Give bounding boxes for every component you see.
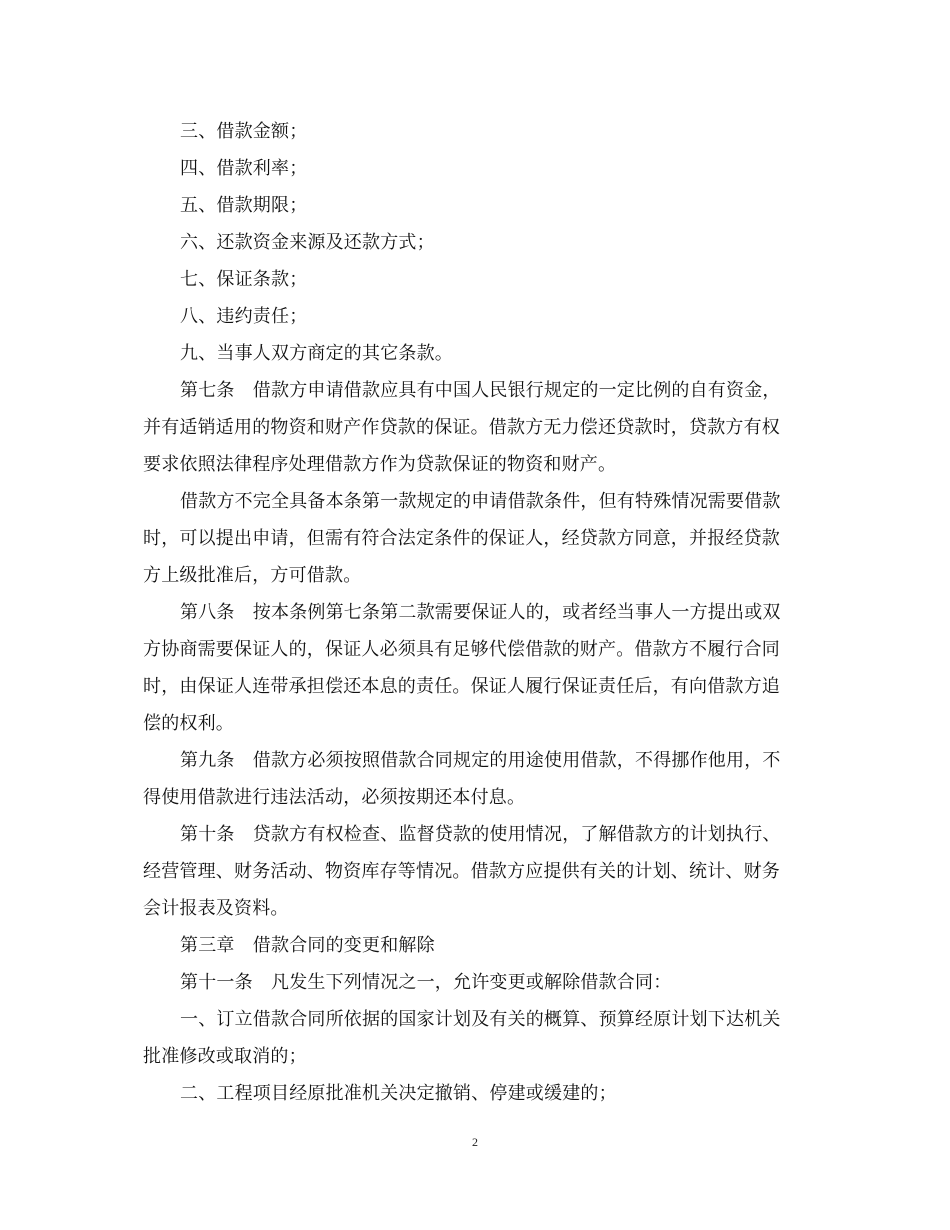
text-line: 偿的权利。	[143, 713, 234, 734]
text-line: 时，由保证人连带承担偿还本息的责任。保证人履行保证责任后，有向借款方追	[143, 676, 780, 697]
text-line: 七、保证条款；	[180, 269, 308, 290]
text-line: 会计报表及资料。	[143, 898, 289, 919]
text-line: 第七条 借款方申请借款应具有中国人民银行规定的一定比例的自有资金，	[180, 380, 781, 401]
text-line: 三、借款金额；	[180, 121, 308, 142]
text-line: 第三章 借款合同的变更和解除	[180, 935, 435, 956]
text-line: 第十条 贷款方有权检查、监督贷款的使用情况，了解借款方的计划执行、	[180, 824, 781, 845]
text-line: 第八条 按本条例第七条第二款需要保证人的，或者经当事人一方提出或双	[180, 602, 781, 623]
text-line: 方协商需要保证人的，保证人必须具有足够代偿借款的财产。借款方不履行合同	[143, 639, 780, 660]
text-line: 借款方不完全具备本条第一款规定的申请借款条件，但有特殊情况需要借款	[180, 491, 781, 512]
text-line: 得使用借款进行违法活动，必须按期还本付息。	[143, 787, 526, 808]
text-line: 第十一条 凡发生下列情况之一，允许变更或解除借款合同：	[180, 972, 672, 993]
text-line: 第九条 借款方必须按照借款合同规定的用途使用借款，不得挪作他用，不	[180, 750, 781, 771]
text-line: 八、违约责任；	[180, 306, 308, 327]
text-line: 并有适销适用的物资和财产作贷款的保证。借款方无力偿还贷款时，贷款方有权	[143, 417, 780, 438]
text-line: 一、订立借款合同所依据的国家计划及有关的概算、预算经原计划下达机关	[180, 1009, 781, 1030]
text-line: 九、当事人双方商定的其它条款。	[180, 343, 453, 364]
text-line: 四、借款利率；	[180, 158, 308, 179]
document-body	[143, 113, 808, 1112]
text-line: 要求依照法律程序处理借款方作为贷款保证的物资和财产。	[143, 454, 617, 475]
text-line: 五、借款期限；	[180, 195, 308, 216]
page-number: 2	[472, 1135, 478, 1149]
text-line: 方上级批准后，方可借款。	[143, 565, 362, 586]
text-line: 批准修改或取消的；	[143, 1046, 307, 1067]
text-line: 时，可以提出申请，但需有符合法定条件的保证人，经贷款方同意，并报经贷款	[143, 528, 780, 549]
text-line: 六、还款资金来源及还款方式；	[180, 232, 435, 253]
text-line: 二、工程项目经原批准机关决定撤销、停建或缓建的；	[180, 1083, 617, 1104]
text-line: 经营管理、财务活动、物资库存等情况。借款方应提供有关的计划、统计、财务	[143, 861, 780, 882]
